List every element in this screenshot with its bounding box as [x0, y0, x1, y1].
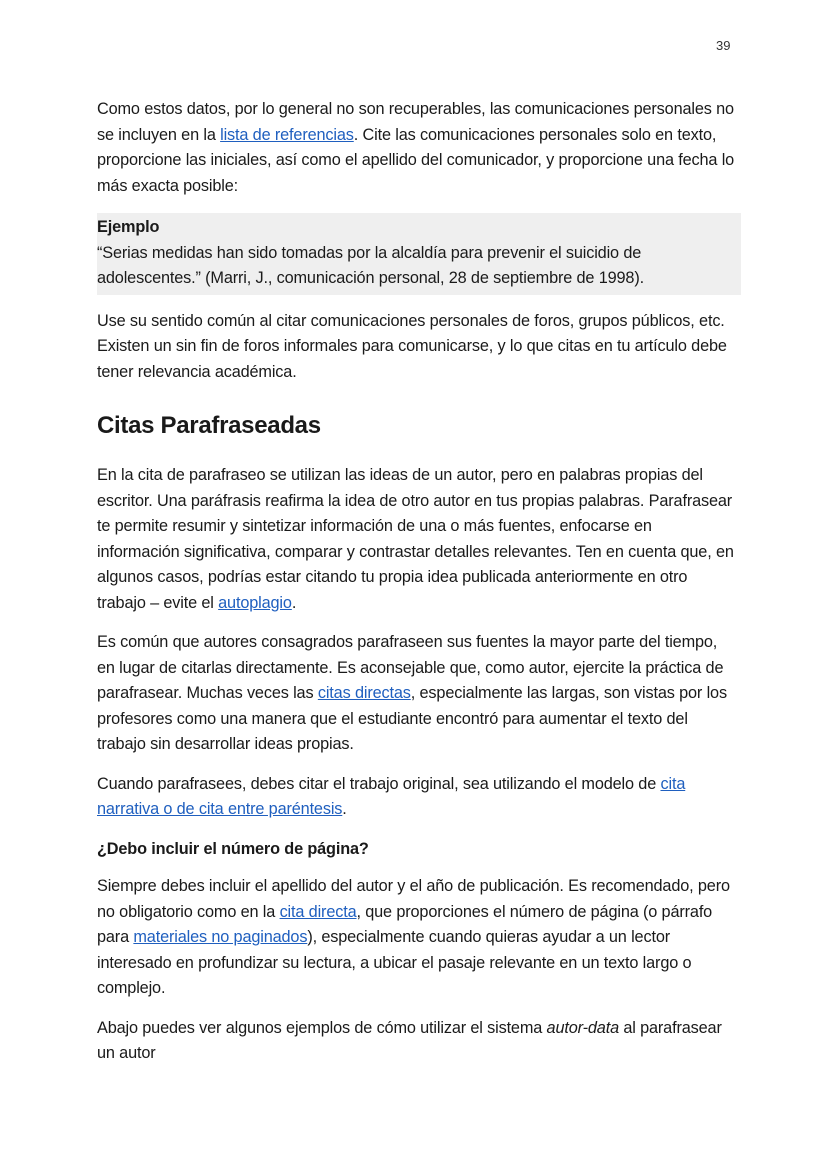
link-materiales-no-paginados[interactable]: materiales no paginados	[133, 928, 308, 946]
example-text: “Serias medidas han sido tomadas por la alcaldía para prevenir el suicidio de adolescentes.” (Marri, J., comunicación personal, 28 de septiembre de 1998).	[97, 243, 644, 287]
paragraph-paraphrase-definition	[97, 463, 737, 616]
paragraph-text: Como estos datos, por lo general no son recuperables, las comunicaciones personales no se incluyen en la	[97, 100, 734, 144]
paragraph-page-number	[97, 874, 737, 1002]
page-number: 39	[716, 38, 731, 53]
paragraph-text: al parafrasear un autor	[97, 1018, 722, 1062]
link-citas-directas[interactable]: citas directas	[317, 684, 411, 702]
paragraph-text: , que proporciones el número de página (o párrafo para	[97, 902, 713, 946]
paragraph-text: Abajo puedes ver algunos ejemplos de cómo utilizar el sistema	[97, 1018, 547, 1037]
paragraph-text: En la cita de parafraseo se utilizan las ideas de un autor, pero en palabras propias del escritor. Una paráfrasis reafirma la idea de otro autor en tus propias palabras. Parafrasear te permite resumir y sintetizar información de una o más fuentes, enfocarse en información significativa, comparar y contrastar detalles relevantes. Ten en cuenta que, en algunos casos, podrías estar citando tu propia idea publicada anteriormente en otro trabajo – evite el	[97, 466, 734, 612]
paragraph-personal-communications	[97, 97, 737, 199]
paragraph-cite-original	[97, 772, 737, 823]
paragraph-examples-intro	[97, 1016, 737, 1067]
paragraph-text: Siempre debes incluir el apellido del autor y el año de publicación. Es recomendado, pero no obligatorio como en la	[97, 877, 730, 921]
link-autoplagio[interactable]: autoplagio	[218, 593, 292, 612]
link-cita-directa[interactable]: cita directa	[279, 902, 357, 921]
subheading-page-number: ¿Debo incluir el número de página?	[97, 839, 369, 858]
document-body	[97, 97, 737, 1081]
example-box	[97, 213, 741, 295]
link-cita-narrativa[interactable]: cita narrativa o de cita entre paréntesis	[97, 774, 686, 818]
paragraph-text: Cuando parafrasees, debes citar el trabajo original, sea utilizando el modelo de	[97, 774, 661, 793]
link-lista-de-referencias[interactable]: lista de referencias	[220, 125, 354, 144]
paragraph-text: Es común que autores consagrados parafraseen sus fuentes la mayor parte del tiempo, en lugar de citarlas directamente. Es aconsejable que, como autor, ejercite la práctica de parafrasear. Muchas veces las	[97, 633, 724, 702]
paragraph-text: , especialmente las largas, son vistas por los profesores como una manera que el estudiante encontró para aumentar el texto del trabajo sin desarrollar ideas propias.	[97, 684, 727, 753]
paragraph-text: . Cite las comunicaciones personales solo en texto, proporcione las iniciales, así como el apellido del comunicador, y proporcione una fecha lo más exacta posible:	[97, 125, 735, 195]
section-heading: Citas Parafraseadas	[97, 412, 321, 439]
paragraph-text: .	[291, 593, 297, 612]
paragraph-text: .	[342, 800, 347, 818]
emphasis-autor-data: autor-data	[546, 1018, 619, 1037]
paragraph-text: ), especialmente cuando quieras ayudar a un lector interesado en profundizar su lectura, a ubicar el pasaje relevante en un texto largo o complejo.	[97, 928, 692, 997]
example-title: Ejemplo	[97, 218, 160, 236]
paragraph-common-sense: Use su sentido común al citar comunicaciones personales de foros, grupos públicos, etc. Existen un sin fin de foros informales para comunicarse, y lo que citas en tu artículo debe tener relevancia académica.	[97, 311, 727, 381]
paragraph-authors-paraphrase	[97, 630, 737, 758]
